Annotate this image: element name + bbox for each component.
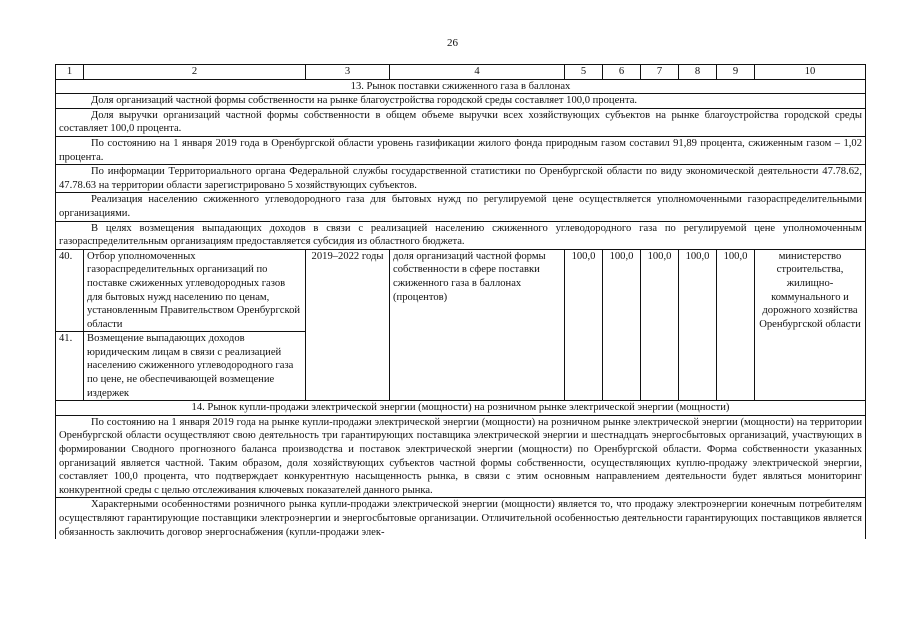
section-14-paragraph: Характерными особенностями розничного рынка купли-продажи электрической энергии (мощности) является то, что продажу электроэнергии конечным потребителям осуществляют гарантирующие поставщики электроэнергии и энергосбытовые организации. Отличительной особенностью деятельности гарантирующих поставщиков является обязанность заключить договор энергоснабжения (купли-продажи элек- bbox=[59, 499, 862, 538]
section-13-paragraph: Доля организаций частной формы собственности на рынке благоустройства городской среды составляет 100,0 процента. bbox=[91, 95, 638, 107]
section-13-paragraph-row bbox=[56, 165, 866, 193]
column-header-row bbox=[56, 65, 866, 80]
row-number: 40. bbox=[56, 249, 84, 332]
page-number: 26 bbox=[447, 37, 458, 49]
row-value: 100,0 bbox=[641, 249, 679, 401]
column-header: 7 bbox=[641, 65, 679, 80]
section-13-heading-row bbox=[56, 79, 866, 94]
section-13-paragraph-row bbox=[56, 221, 866, 249]
section-13-paragraph-row bbox=[56, 193, 866, 221]
section-13-paragraph: В целях возмещения выпадающих доходов в связи с реализацией населению сжиженного углеводородного газа по регулируемой цене уполномоченным газораспределительным организациям предоставляется субсидия из областного бюджета. bbox=[59, 222, 862, 248]
section-14-paragraph: По состоянию на 1 января 2019 года на рынке купли-продажи электрической энергии (мощности) на розничном рынке электрической энергии (мощности) на территории Оренбургской области осуществляют свою деятельность три гарантирующих поставщика электрической энергии и шестнадцать энергосбытовых организаций, участвующих в формировании Сводного прогнозного баланса производства и поставок электрической энергии (мощности) по Оренбургской области. Форма собственности указанных организаций является частной. Таким образом, доля хозяйствующих субъектов частной формы собственности, осуществляющих куплю-продажу электрической энергии, составляет 100,0 процента, что подтверждает конкурентную насыщенность рынка, в связи с этим основным направлением деятельности будет являться мониторинг конкурентной среды с целью отслеживания ключевых показателей данного рынка. bbox=[59, 416, 862, 496]
column-header: 5 bbox=[565, 65, 603, 80]
section-13-paragraph-row bbox=[56, 108, 866, 136]
table-row bbox=[56, 249, 866, 332]
row-number: 41. bbox=[56, 332, 84, 401]
row-value: 100,0 bbox=[565, 249, 603, 401]
column-header: 10 bbox=[755, 65, 866, 80]
section-13-paragraph-row bbox=[56, 136, 866, 164]
column-header: 2 bbox=[84, 65, 306, 80]
column-header: 4 bbox=[390, 65, 565, 80]
section-14-paragraph-row bbox=[56, 415, 866, 498]
measures-table bbox=[55, 64, 866, 539]
row-event: Возмещение выпадающих доходов юридическим лицам в связи с реализацией населению сжиженного углеводородного газа по цене, не обеспечивающей возмещение издержек bbox=[84, 332, 306, 401]
row-value: 100,0 bbox=[717, 249, 755, 401]
column-header: 1 bbox=[56, 65, 84, 80]
section-13-title: 13. Рынок поставки сжиженного газа в баллонах bbox=[56, 79, 866, 94]
column-header: 9 bbox=[717, 65, 755, 80]
row-period: 2019–2022 годы bbox=[306, 249, 390, 401]
section-14-title: 14. Рынок купли-продажи электрической энергии (мощности) на розничном рынке электрической энергии (мощности) bbox=[56, 401, 866, 416]
column-header: 8 bbox=[679, 65, 717, 80]
row-responsible: министерство строительства, жилищно-коммунального и дорожного хозяйства Оренбургской области bbox=[755, 249, 866, 401]
section-13-paragraph: Реализация населению сжиженного углеводородного газа для бытовых нужд по регулируемой цене осуществляется уполномоченными газораспределительными организациями. bbox=[59, 194, 862, 219]
row-indicator: доля организаций частной формы собственности в сфере поставки сжиженного газа в баллонах (процентов) bbox=[390, 249, 565, 401]
section-14-paragraph-row bbox=[56, 498, 866, 539]
section-13-paragraph-row bbox=[56, 94, 866, 109]
section-13-paragraph: По состоянию на 1 января 2019 года в Оренбургской области уровень газификации жилого фонда природным газом составил 91,89 процента, сжиженным газом – 1,02 процента. bbox=[59, 137, 862, 163]
row-event: Отбор уполномоченных газораспределительных организаций по поставке сжиженных углеводородных газов для бытовых нужд населению по ценам, установленным Правительством Оренбургской области bbox=[84, 249, 306, 332]
row-value: 100,0 bbox=[603, 249, 641, 401]
column-header: 6 bbox=[603, 65, 641, 80]
row-value: 100,0 bbox=[679, 249, 717, 401]
column-header: 3 bbox=[306, 65, 390, 80]
section-14-heading-row bbox=[56, 401, 866, 416]
section-13-paragraph: По информации Территориального органа Федеральной службы государственной статистики по Оренбургской области по виду экономической деятельности 47.78.62, 47.78.63 на территории области зарегистрировано 5 хозяйствующих субъектов. bbox=[59, 166, 862, 191]
section-13-paragraph: Доля выручки организаций частной формы собственности в общем объеме выручки всех хозяйствующих субъектов на рынке благоустройства городской среды составляет 100,0 процента. bbox=[59, 109, 862, 135]
